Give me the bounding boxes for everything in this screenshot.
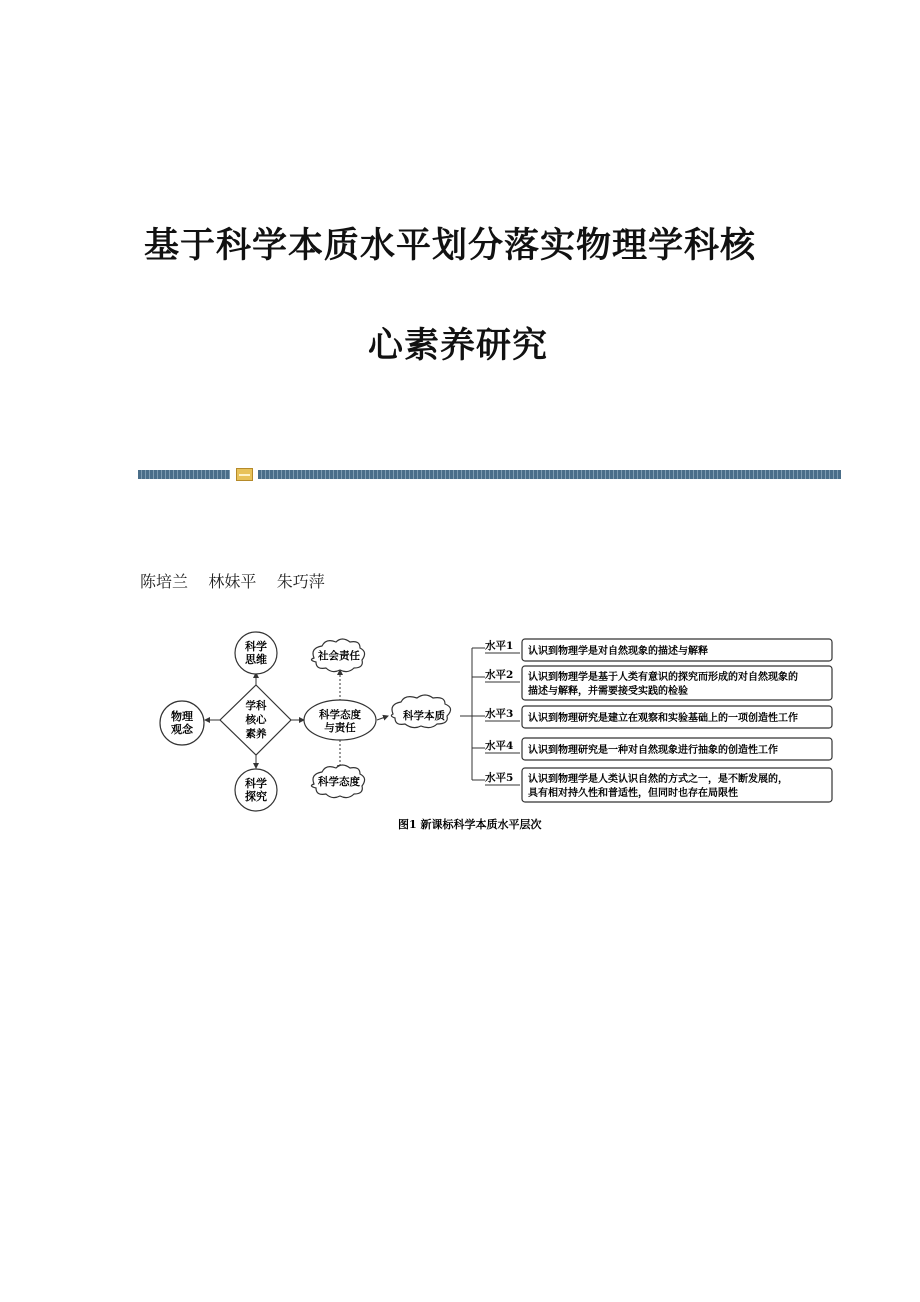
level-description: 认识到物理学是对自然现象的描述与解释: [528, 646, 708, 657]
node-label: 与责任: [324, 722, 356, 734]
level-label: 水平2: [485, 669, 514, 681]
node-scientific-thinking: [235, 632, 277, 674]
node-label: 思维: [245, 653, 267, 666]
document-title-line-1: 基于科学本质水平划分落实物理学科核: [144, 225, 757, 266]
node-label: 科学本质: [403, 710, 445, 722]
level-description: 认识到物理学是人类认识自然的方式之一，是不断发展的，: [528, 774, 788, 785]
level-description: 描述与解释，并需要接受实践的检验: [528, 686, 688, 697]
level-description: 认识到物理研究是建立在观察和实验基础上的一项创造性工作: [528, 713, 798, 724]
level-1: [485, 639, 832, 661]
author-list: 陈培兰 林妹平 朱巧萍: [140, 572, 325, 591]
level-description: 认识到物理学是基于人类有意识的探究而形成的对自然现象的: [528, 672, 798, 683]
node-label: 科学: [245, 640, 267, 653]
node-label: 科学: [245, 777, 267, 790]
node-label: 社会责任: [318, 650, 360, 662]
level-5: [485, 768, 832, 802]
level-description: 认识到物理研究是一种对自然现象进行抽象的创造性工作: [528, 745, 778, 756]
node-attitude-responsibility: [304, 700, 376, 740]
node-label: 物理: [171, 710, 193, 723]
node-social-responsibility: [311, 639, 364, 672]
figure-caption: 图1 新课标科学本质水平层次: [398, 818, 542, 831]
node-core-literacy: [220, 685, 291, 755]
node-label: 素养: [245, 728, 267, 740]
level-label: 水平4: [485, 740, 514, 752]
level-label: 水平1: [485, 640, 514, 652]
level-3: [485, 706, 832, 728]
node-label: 观念: [171, 723, 193, 736]
decorative-rule-right: [258, 470, 841, 479]
node-label: 核心: [245, 714, 267, 726]
rule-emblem-icon: [236, 468, 253, 481]
node-label: 科学态度: [319, 709, 361, 721]
node-nature-of-science: [391, 695, 450, 728]
level-label: 水平5: [485, 772, 514, 784]
document-title-line-2: 心素养研究: [368, 325, 549, 366]
node-label: 学科: [245, 700, 267, 712]
node-label: 探究: [245, 790, 267, 803]
level-description: 具有相对持久性和普适性，但同时也存在局限性: [528, 788, 738, 799]
node-physics-concept: [160, 701, 204, 745]
level-label: 水平3: [485, 708, 514, 720]
node-scientific-attitude: [311, 765, 364, 798]
node-label: 科学态度: [318, 776, 360, 788]
nature-of-science-diagram: [140, 628, 840, 838]
node-scientific-inquiry: [235, 769, 277, 811]
decorative-rule-left: [138, 470, 230, 479]
level-2: [485, 666, 832, 700]
level-4: [485, 738, 832, 760]
